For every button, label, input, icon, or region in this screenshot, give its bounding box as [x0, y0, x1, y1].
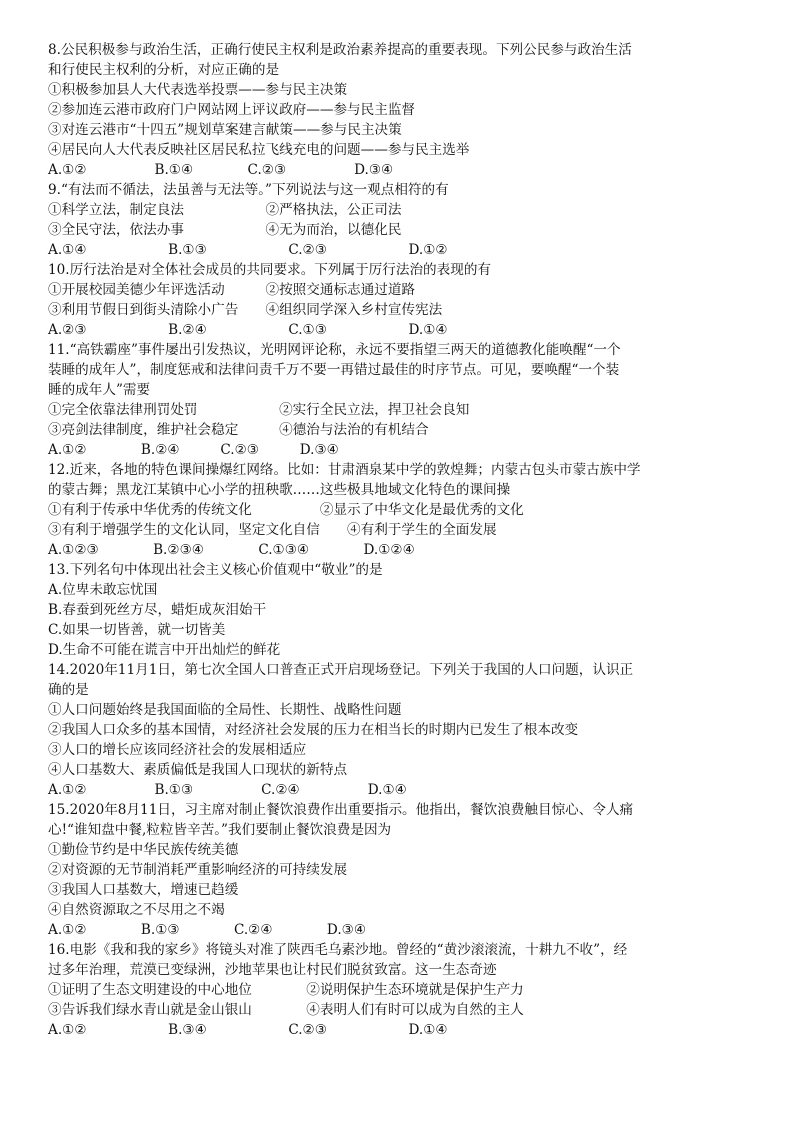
q11-stem-line1: 11.“高铁霸座”事件屡出引发热议，光明网评论称，永远不要指望三两天的道德教化能唤醒“一个: [48, 342, 621, 358]
q9-items-3-4: ③全民守法，依法办事 ④无为而治，以德化民: [48, 222, 402, 238]
q9-options: A.①④ B.①③ C.②③ D.①②: [48, 242, 448, 258]
q13-option-b: B.春蚕到死丝方尽，蜡炬成灰泪始干: [48, 602, 267, 618]
q12-options: A.①②③ B.②③④ C.①③④ D.①②④: [48, 542, 415, 558]
q16-stem-line2: 过多年治理，荒漠已变绿洲，沙地苹果也让村民们脱贫致富。这一生态奇迹: [48, 962, 497, 978]
q12-items-3-4: ③有利于增强学生的文化认同，坚定文化自信 ④有利于学生的全面发展: [48, 522, 497, 538]
q10-options: A.②③ B.②④ C.①③ D.①④: [48, 322, 448, 338]
q16-items-1-2: ①证明了生态文明建设的中心地位 ②说明保护生态环境就是保护生产力: [48, 982, 524, 998]
q14-item-3: ③人口的增长应该同经济社会的发展相适应: [48, 742, 307, 758]
q15-stem-line2: 心!“谁知盘中餐,粒粒皆辛苦。”我们要制止餐饮浪费是因为: [48, 822, 392, 838]
q16-stem-line1: 16.电影《我和我的家乡》将镜头对准了陕西毛乌素沙地。曾经的“黄沙滚滚流，十耕九不收”，经: [48, 942, 628, 958]
q8-item-3: ③对连云港市“十四五”规划草案建言献策——参与民主决策: [48, 122, 402, 138]
q13-option-a: A.位卑未敢忘忧国: [48, 582, 158, 598]
q8-stem-line2: 和行使民主权利的分析，对应正确的是: [48, 62, 280, 78]
q9-items-1-2: ①科学立法，制定良法 ②严格执法，公正司法: [48, 202, 402, 218]
q11-items-3-4: ③亮剑法律制度，维护社会稳定 ④德治与法治的有机结合: [48, 422, 429, 438]
q14-item-4: ④人口基数大、素质偏低是我国人口现状的新特点: [48, 762, 348, 778]
q14-stem-line2: 确的是: [48, 682, 89, 698]
q10-items-3-4: ③利用节假日到街头清除小广告 ④组织同学深入乡村宣传宪法: [48, 302, 443, 318]
q15-item-3: ③我国人口基数大，增速已趋缓: [48, 882, 239, 898]
q8-options: A.①② B.①④ C.②③ D.③④: [48, 162, 394, 178]
q11-stem-line2: 装睡的成年人”，制度惩戒和法律问责千万不要一再错过最佳的时序节点。可见，要唤醒“一个装: [48, 362, 620, 378]
q8-item-4: ④居民向人大代表反映社区居民私拉飞线充电的问题——参与民主选举: [48, 142, 470, 158]
q16-options: A.①② B.③④ C.②③ D.①④: [48, 1022, 448, 1038]
q12-stem-line1: 12.近来，各地的特色课间操爆红网络。比如：甘肃酒泉某中学的敦煌舞；内蒙古包头市蒙古族中学: [48, 462, 641, 478]
q11-items-1-2: ①完全依靠法律刑罚处罚 ②实行全民立法，捍卫社会良知: [48, 402, 470, 418]
q10-items-1-2: ①开展校园美德少年评选活动 ②按照交通标志通过道路: [48, 282, 416, 298]
q9-stem: 9.“有法而不循法，法虽善与无法等。”下列说法与这一观点相符的有: [48, 182, 449, 198]
q11-stem-line3: 睡的成年人”需要: [48, 382, 151, 398]
q11-options: A.①② B.②④ C.②③ D.③④: [48, 442, 339, 458]
q15-item-4: ④自然资源取之不尽用之不竭: [48, 902, 225, 918]
q14-item-2: ②我国人口众多的基本国情，对经济社会发展的压力在相当长的时期内已发生了根本改变: [48, 722, 579, 738]
q13-option-c: C.如果一切皆善，就一切皆美: [48, 622, 226, 638]
q14-options: A.①② B.①③ C.②④ D.①④: [48, 782, 407, 798]
q15-options: A.①② B.①③ C.②④ D.③④: [48, 922, 367, 938]
q16-items-3-4: ③告诉我们绿水青山就是金山银山 ④表明人们有时可以成为自然的主人: [48, 1002, 524, 1018]
q14-stem-line1: 14.2020年11月1日，第七次全国人口普查正式开启现场登记。下列关于我国的人口问题，认识正: [48, 662, 634, 678]
q14-item-1: ①人口问题始终是我国面临的全局性、长期性、战略性问题: [48, 702, 402, 718]
q10-stem: 10.厉行法治是对全体社会成员的共同要求。下列属于厉行法治的表现的有: [48, 262, 492, 278]
q13-option-d: D.生命不可能在谎言中开出灿烂的鲜花: [48, 642, 281, 658]
q8-item-1: ①积极参加县人大代表选举投票——参与民主决策: [48, 82, 348, 98]
q13-stem: 13.下列名句中体现出社会主义核心价值观中“敬业”的是: [48, 562, 383, 578]
q15-item-2: ②对资源的无节制消耗严重影响经济的可持续发展: [48, 862, 348, 878]
q12-items-1-2: ①有利于传承中华优秀的传统文化 ②显示了中华文化是最优秀的文化: [48, 502, 524, 518]
q15-item-1: ①勤俭节约是中华民族传统美德: [48, 842, 239, 858]
q12-stem-line2: 的蒙古舞；黑龙江某镇中心小学的扭秧歌……这些极具地域文化特色的课间操: [48, 482, 511, 498]
q8-stem-line1: 8.公民积极参与政治生活，正确行使民主权利是政治素养提高的重要表现。下列公民参与政治生活: [48, 42, 632, 58]
q15-stem-line1: 15.2020年8月11日，习主席对制止餐饮浪费作出重要指示。他指出，餐饮浪费触目惊心、令人痛: [48, 802, 634, 818]
q8-item-2: ②参加连云港市政府门户网站网上评议政府——参与民主监督: [48, 102, 416, 118]
